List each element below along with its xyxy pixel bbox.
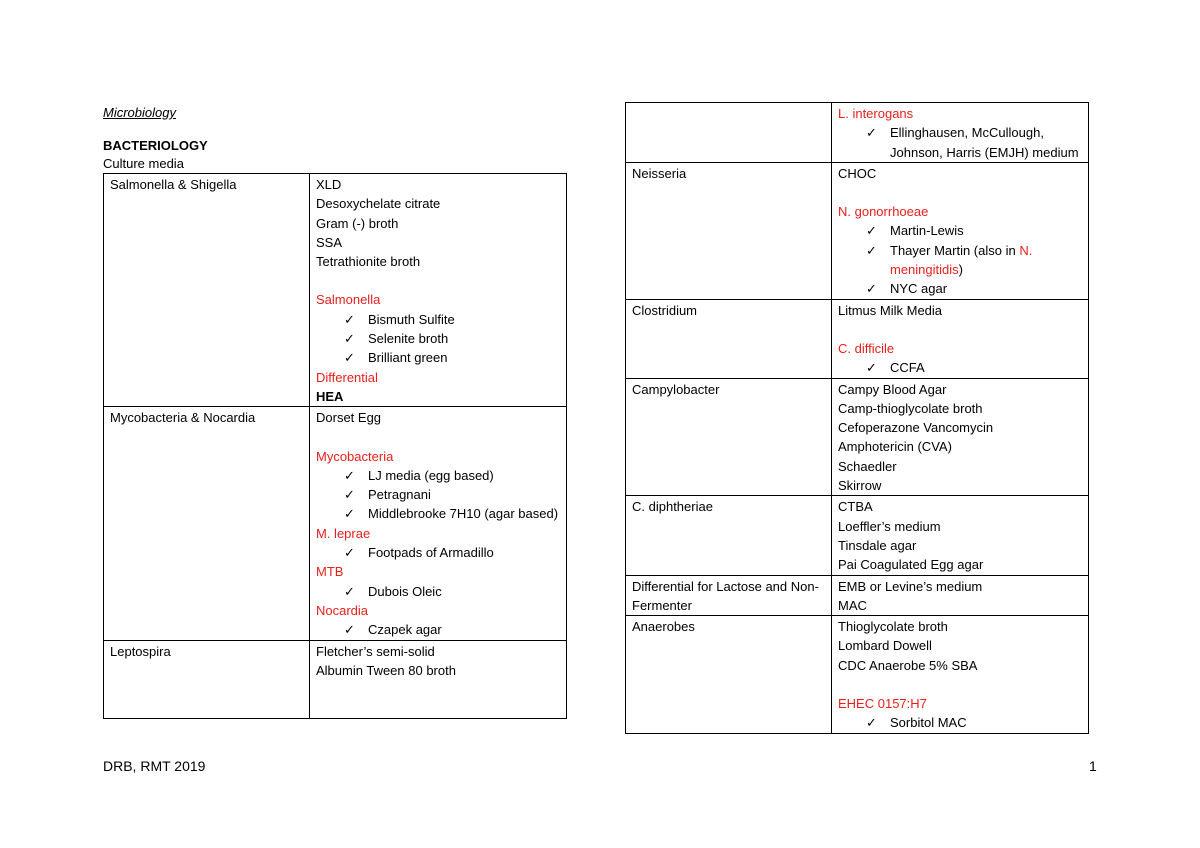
media-item [838, 320, 1082, 339]
media-text: EMB or Levine’s medium [838, 578, 983, 594]
left-column [103, 103, 567, 719]
media-cell [832, 575, 1089, 616]
media-text: Camp-thioglycolate broth [838, 400, 983, 416]
checklist-item [316, 348, 560, 367]
culture-media-table-left [103, 173, 567, 719]
section-heading: BACTERIOLOGY [103, 138, 208, 153]
media-item [838, 656, 1082, 675]
check-icon: ✓ [344, 311, 355, 327]
media-item [316, 428, 560, 447]
organism-name: Campylobacter [632, 381, 720, 397]
check-icon: ✓ [344, 331, 355, 347]
organism-name: Leptospira [110, 643, 171, 659]
checklist-item [838, 358, 1082, 377]
media-cell [310, 174, 567, 407]
media-text: Sorbitol MAC [890, 715, 967, 731]
media-text: Albumin Tween 80 broth [316, 662, 456, 678]
media-text: Martin-Lewis [890, 223, 964, 239]
media-text-highlight: N. meningitidis [890, 242, 1033, 278]
media-text: XLD [316, 177, 342, 192]
media-text: Ellinghausen, McCullough, Johnson, Harris (EMJH) medium [890, 125, 1079, 160]
organism-cell [626, 616, 832, 733]
media-item [316, 194, 560, 213]
media-text: Skirrow [838, 478, 882, 494]
media-item [316, 233, 560, 252]
media-text: Cefoperazone Vancomycin [838, 420, 994, 436]
media-text: EHEC 0157:H7 [838, 696, 927, 712]
media-text: Salmonella [316, 292, 381, 308]
checklist-item [316, 582, 560, 601]
media-item [838, 555, 1082, 574]
checklist-item [838, 221, 1082, 240]
media-text-tail: ) [958, 262, 963, 278]
right-column [625, 102, 1089, 734]
media-item [838, 675, 1082, 694]
media-item [838, 164, 1082, 183]
checklist-item [316, 310, 560, 329]
check-icon: ✓ [344, 467, 355, 483]
media-text: CDC Anaerobe 5% SBA [838, 657, 978, 673]
media-cell [310, 407, 567, 640]
media-item [838, 301, 1082, 320]
media-item [316, 252, 560, 271]
organism-cell [626, 496, 832, 575]
table-row [626, 378, 1089, 496]
media-text: MTB [316, 564, 344, 580]
media-item [316, 447, 560, 466]
media-item [838, 339, 1082, 358]
checklist-item [316, 543, 560, 562]
check-icon: ✓ [344, 622, 355, 638]
organism-name: Clostridium [632, 302, 698, 318]
media-text: Amphotericin (CVA) [838, 439, 952, 455]
check-icon: ✓ [866, 242, 877, 258]
media-item [838, 437, 1082, 456]
media-item [838, 617, 1082, 636]
media-text: CHOC [838, 165, 877, 181]
media-text: Lombard Dowell [838, 638, 932, 654]
checklist-item [316, 504, 560, 523]
media-text: N. gonorrhoeae [838, 204, 929, 220]
media-item [316, 175, 560, 194]
check-icon: ✓ [866, 223, 877, 239]
media-cell [832, 496, 1089, 575]
organism-name: Anaerobes [632, 619, 695, 635]
media-text: Brilliant green [368, 350, 448, 366]
media-item [838, 636, 1082, 655]
media-text: Tinsdale agar [838, 537, 917, 553]
checklist-item [838, 123, 1082, 162]
media-cell [832, 299, 1089, 378]
media-item [316, 680, 560, 699]
table-row [104, 407, 567, 640]
media-text: NYC agar [890, 281, 948, 297]
media-text: Petragnani [368, 487, 431, 503]
media-text: Schaedler [838, 458, 897, 474]
media-item [838, 418, 1082, 437]
subsection-heading: Culture media [103, 156, 184, 171]
media-item [316, 524, 560, 543]
organism-cell [104, 640, 310, 719]
media-cell [832, 162, 1089, 299]
media-item [316, 642, 560, 661]
checklist-item [838, 713, 1082, 732]
organism-cell [104, 407, 310, 640]
media-cell [832, 616, 1089, 733]
check-icon: ✓ [344, 506, 355, 522]
media-text: Pai Coagulated Egg agar [838, 557, 984, 573]
media-text: LJ media (egg based) [368, 467, 494, 483]
media-text: CTBA [838, 499, 873, 515]
media-cell [832, 378, 1089, 496]
media-item [316, 368, 560, 387]
media-item [838, 380, 1082, 399]
media-cell [310, 640, 567, 719]
media-item [838, 536, 1082, 555]
organism-name: Mycobacteria & Nocardia [110, 410, 256, 426]
table-row [626, 496, 1089, 575]
media-item [316, 214, 560, 233]
organism-cell [626, 575, 832, 616]
organism-cell [626, 299, 832, 378]
table-row [626, 616, 1089, 733]
media-item [838, 104, 1082, 123]
check-icon: ✓ [866, 125, 877, 141]
media-item [838, 497, 1082, 516]
media-text: Mycobacteria [316, 448, 394, 464]
media-item [316, 601, 560, 620]
media-text: M. leprae [316, 525, 371, 541]
checklist-item [316, 329, 560, 348]
check-icon: ✓ [344, 350, 355, 366]
media-item [838, 476, 1082, 495]
media-text: Litmus Milk Media [838, 302, 943, 318]
media-text: Loeffler’s medium [838, 518, 941, 534]
table-row [104, 174, 567, 407]
table-row [626, 103, 1089, 163]
checklist-item [838, 279, 1082, 298]
check-icon: ✓ [866, 360, 877, 376]
organism-name: Differential for Lactose and Non-Fermenter [632, 578, 819, 613]
media-text: Middlebrooke 7H10 (agar based) [368, 506, 559, 522]
media-item [316, 271, 560, 290]
media-item [316, 661, 560, 680]
organism-cell [626, 162, 832, 299]
check-icon: ✓ [866, 715, 877, 731]
media-item [838, 517, 1082, 536]
subject-title: Microbiology [103, 105, 176, 120]
media-text: HEA [316, 388, 344, 404]
table-row [626, 575, 1089, 616]
check-icon: ✓ [344, 487, 355, 503]
media-text: Differential [316, 369, 378, 385]
media-item [838, 577, 1082, 596]
media-text: Tetrathionite broth [316, 254, 421, 270]
organism-cell [626, 378, 832, 496]
media-text: C. difficile [838, 340, 895, 356]
media-text: L. interogans [838, 106, 914, 121]
checklist-item [316, 466, 560, 485]
media-text: Dubois Oleic [368, 583, 442, 599]
media-cell [832, 103, 1089, 163]
media-item [316, 699, 560, 718]
checklist-item [316, 620, 560, 639]
media-text: SSA [316, 234, 343, 250]
media-item [316, 290, 560, 309]
check-icon: ✓ [866, 281, 877, 297]
media-item [316, 408, 560, 427]
media-item [316, 387, 560, 406]
table-row [626, 162, 1089, 299]
footer-author: DRB, RMT 2019 [103, 758, 206, 774]
checklist-item [838, 241, 1082, 280]
media-item [838, 596, 1082, 615]
page-number: 1 [1089, 758, 1097, 774]
culture-media-table-right [625, 102, 1089, 734]
media-text: Selenite broth [368, 331, 449, 347]
media-text: Desoxychelate citrate [316, 196, 441, 212]
check-icon: ✓ [344, 583, 355, 599]
media-text: Thayer Martin (also in [890, 242, 1020, 258]
media-item [838, 457, 1082, 476]
table-row [626, 299, 1089, 378]
media-text: Thioglycolate broth [838, 619, 948, 635]
media-text: Czapek agar [368, 622, 442, 638]
media-text: CCFA [890, 360, 925, 376]
media-text: Bismuth Sulfite [368, 311, 455, 327]
media-text: Campy Blood Agar [838, 381, 947, 397]
media-text: Footpads of Armadillo [368, 545, 494, 561]
media-text: Nocardia [316, 602, 369, 618]
media-text: Dorset Egg [316, 410, 382, 426]
media-item [316, 562, 560, 581]
media-item [838, 694, 1082, 713]
checklist-item [316, 485, 560, 504]
media-item [838, 399, 1082, 418]
media-text: Gram (-) broth [316, 215, 399, 231]
organism-cell [104, 174, 310, 407]
media-item [838, 183, 1082, 202]
media-item [838, 202, 1082, 221]
media-text: MAC [838, 597, 867, 613]
table-row [104, 640, 567, 719]
organism-name: Neisseria [632, 165, 687, 181]
check-icon: ✓ [344, 545, 355, 561]
media-text: Fletcher’s semi-solid [316, 643, 435, 659]
organism-name: Salmonella & Shigella [110, 177, 237, 192]
organism-name: C. diphtheriae [632, 499, 713, 515]
organism-cell [626, 103, 832, 163]
